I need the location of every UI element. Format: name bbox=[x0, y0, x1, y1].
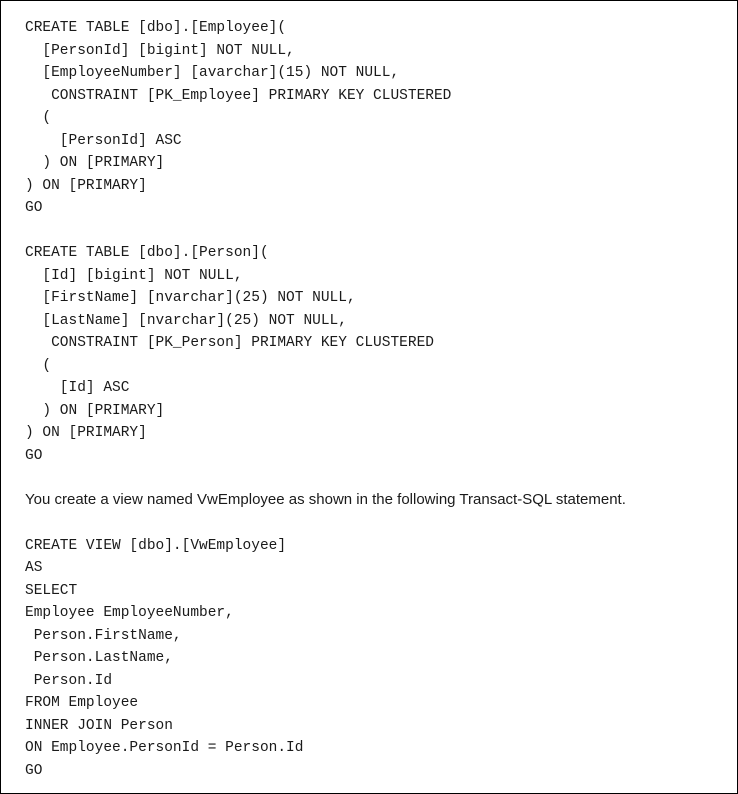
code-line: [FirstName] [nvarchar](25) NOT NULL, bbox=[25, 290, 356, 306]
code-line: Person.Id bbox=[25, 673, 113, 689]
code-line: INNER JOIN Person bbox=[25, 718, 173, 734]
code-line: ) ON [PRIMARY] bbox=[25, 425, 147, 441]
code-line: Employee EmployeeNumber, bbox=[25, 605, 234, 621]
code-line: ON Employee.PersonId = Person.Id bbox=[25, 740, 304, 756]
code-line: CREATE VIEW [dbo].[VwEmployee] bbox=[25, 538, 287, 554]
code-line: SELECT bbox=[25, 583, 78, 599]
code-line: [Id] [bigint] NOT NULL, bbox=[25, 268, 243, 284]
description-text: You create a view named VwEmployee as shown in the following Transact-SQL statement. bbox=[25, 491, 626, 508]
code-line: GO bbox=[25, 200, 43, 216]
code-line: Person.FirstName, bbox=[25, 628, 182, 644]
code-line: [EmployeeNumber] [avarchar](15) NOT NULL, bbox=[25, 65, 400, 81]
code-line: GO bbox=[25, 448, 43, 464]
code-line: Person.LastName, bbox=[25, 650, 173, 666]
code-line: CREATE TABLE [dbo].[Person]( bbox=[25, 245, 269, 261]
code-line: ( bbox=[25, 110, 52, 126]
code-line: ) ON [PRIMARY] bbox=[25, 403, 165, 419]
code-line: CONSTRAINT [PK_Person] PRIMARY KEY CLUSTERED bbox=[25, 335, 434, 351]
code-line: ) ON [PRIMARY] bbox=[25, 155, 165, 171]
code-line: ( bbox=[25, 358, 52, 374]
code-line: [LastName] [nvarchar](25) NOT NULL, bbox=[25, 313, 347, 329]
code-line: [PersonId] [bigint] NOT NULL, bbox=[25, 43, 295, 59]
code-line: ) ON [PRIMARY] bbox=[25, 178, 147, 194]
code-line: [Id] ASC bbox=[25, 380, 130, 396]
code-line: AS bbox=[25, 560, 43, 576]
code-line: FROM Employee bbox=[25, 695, 139, 711]
code-line: CREATE TABLE [dbo].[Employee]( bbox=[25, 20, 287, 36]
code-line: [PersonId] ASC bbox=[25, 133, 182, 149]
code-line: GO bbox=[25, 763, 43, 779]
code-line: CONSTRAINT [PK_Employee] PRIMARY KEY CLUSTERED bbox=[25, 88, 452, 104]
